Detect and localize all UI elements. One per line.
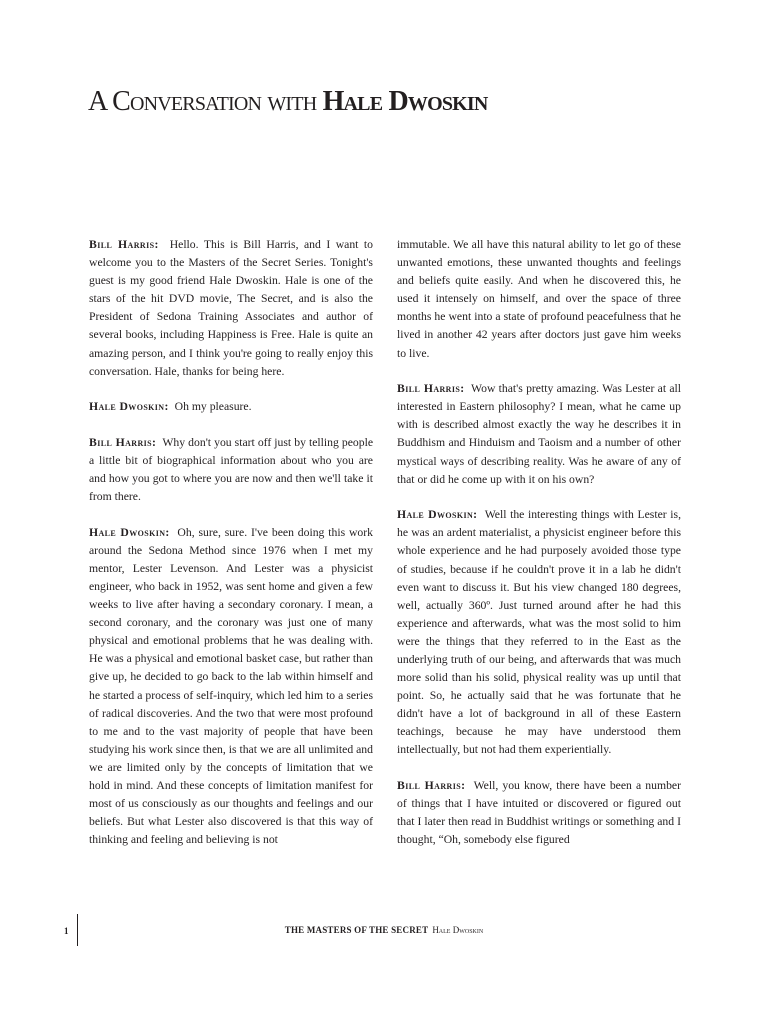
paragraph bbox=[397, 777, 681, 849]
paragraph-text: Well the interesting things with Lester is, he was an ardent materialist, a physicist engineer before this whole experience and he had purposely avoided those type of studies, because if he couldn't prove it in a lab he didn't even want to discuss it. But his view changed 180 degrees, well, actually 360º. Just turned around after he had this experience and afterwards, what was the most solid to him were the things that they referred to in the East as the underlying truth of our being, and afterwards that was much more solid than his solid, physical reality was up until that point. So, he actually said that he was fortunate that he didn't have a lot of background in all of these Eastern teachings, because he may have understood them intellectually, but not had them experientially. bbox=[397, 508, 681, 757]
paragraph-text: Why don't you start off just by telling people a little bit of biographical information about who you are and how you got to where you are now and then we'll take it from there. bbox=[89, 435, 374, 504]
paragraph-text: Oh my pleasure. bbox=[174, 400, 252, 414]
paragraph bbox=[89, 434, 373, 506]
speaker-label: Hale Dwoskin: bbox=[89, 525, 170, 539]
right-column bbox=[397, 236, 681, 867]
paragraph-text: Oh, sure, sure. I've been doing this work around the Sedona Method since 1976 when I met my mentor, Lester Levenson. And Lester was a physicist engineer, who back in 1952, was sent home and given a few weeks to live after having a secondary coronary. I mean, a second coronary, and the coronary was just one of many physical and emotional problems that he was dealing with. He was a physical and emotional basket case, but rather than give up, he decided to go back to the lab within himself and he started a process of self-inquiry, which led him to a series of radical discoveries. And the two that were most profound to me and to the vast majority of people that have been studying his work since then, is that we are all unlimited and we are limited only by the concepts of limitation that we hold in mind. And these concepts of limitation manifest for most of us consciously as our thoughts and feelings and our beliefs. But what Lester also discovered is that this way of thinking and feeling and believing is not bbox=[89, 525, 373, 847]
left-column bbox=[89, 236, 373, 867]
paragraph-text: immutable. We all have this natural ability to let go of these unwanted emotions, these unwanted thoughts and feelings and beliefs quite easily. And when he discovered this, he used it intensely on himself, and over the space of three months he went into a state of profound peacefulness that he lived in another 42 years after doctors just gave him weeks to live. bbox=[397, 238, 681, 360]
paragraph bbox=[89, 524, 373, 850]
speaker-label: Bill Harris: bbox=[397, 779, 466, 793]
paragraph-text: Well, you know, there have been a number of things that I have intuited or discovered or figured out that I later then read in Buddhist writings or something and I thought, “Oh, somebody else figured bbox=[397, 779, 681, 847]
title-prefix: A Conversation with bbox=[88, 86, 317, 117]
paragraph bbox=[397, 236, 681, 363]
paragraph bbox=[89, 398, 373, 416]
paragraph bbox=[397, 380, 681, 489]
footer-guest: Hale Dwoskin bbox=[432, 925, 484, 935]
paragraph-text: Hello. This is Bill Harris, and I want to welcome you to the Masters of the Secret Series. Tonight's guest is my good friend Hale Dwoskin. Hale is one of the stars of the hit DVD movie, The Secret, and is also the President of Sedona Training Associates and author of several books, including Happiness is Free. Hale is quite an amazing person, and I think you're going to really enjoy this conversation. Hale, thanks for being here. bbox=[89, 238, 373, 378]
page-number: 1 bbox=[64, 926, 69, 936]
speaker-label: Hale Dwoskin: bbox=[397, 508, 478, 522]
page-title bbox=[88, 86, 488, 118]
paragraph bbox=[89, 236, 373, 381]
speaker-label: Hale Dwoskin: bbox=[89, 400, 169, 414]
speaker-label: Bill Harris: bbox=[397, 382, 465, 396]
speaker-label: Bill Harris: bbox=[89, 435, 157, 449]
title-guest-name: Hale Dwoskin bbox=[322, 86, 488, 117]
paragraph bbox=[397, 506, 681, 759]
paragraph-text: Wow that's pretty amazing. Was Lester at all interested in Eastern philosophy? I mean, what he came up with is described almost exactly the way he describes it in Buddhism and Hinduism and Taoism and a number of other mystical ways of describing reality. Was he aware of any of that or did he come up with it on his own? bbox=[397, 382, 681, 486]
speaker-label: Bill Harris: bbox=[89, 238, 159, 251]
footer-publication: THE MASTERS OF THE SECRET bbox=[284, 925, 429, 935]
running-footer bbox=[0, 925, 768, 935]
